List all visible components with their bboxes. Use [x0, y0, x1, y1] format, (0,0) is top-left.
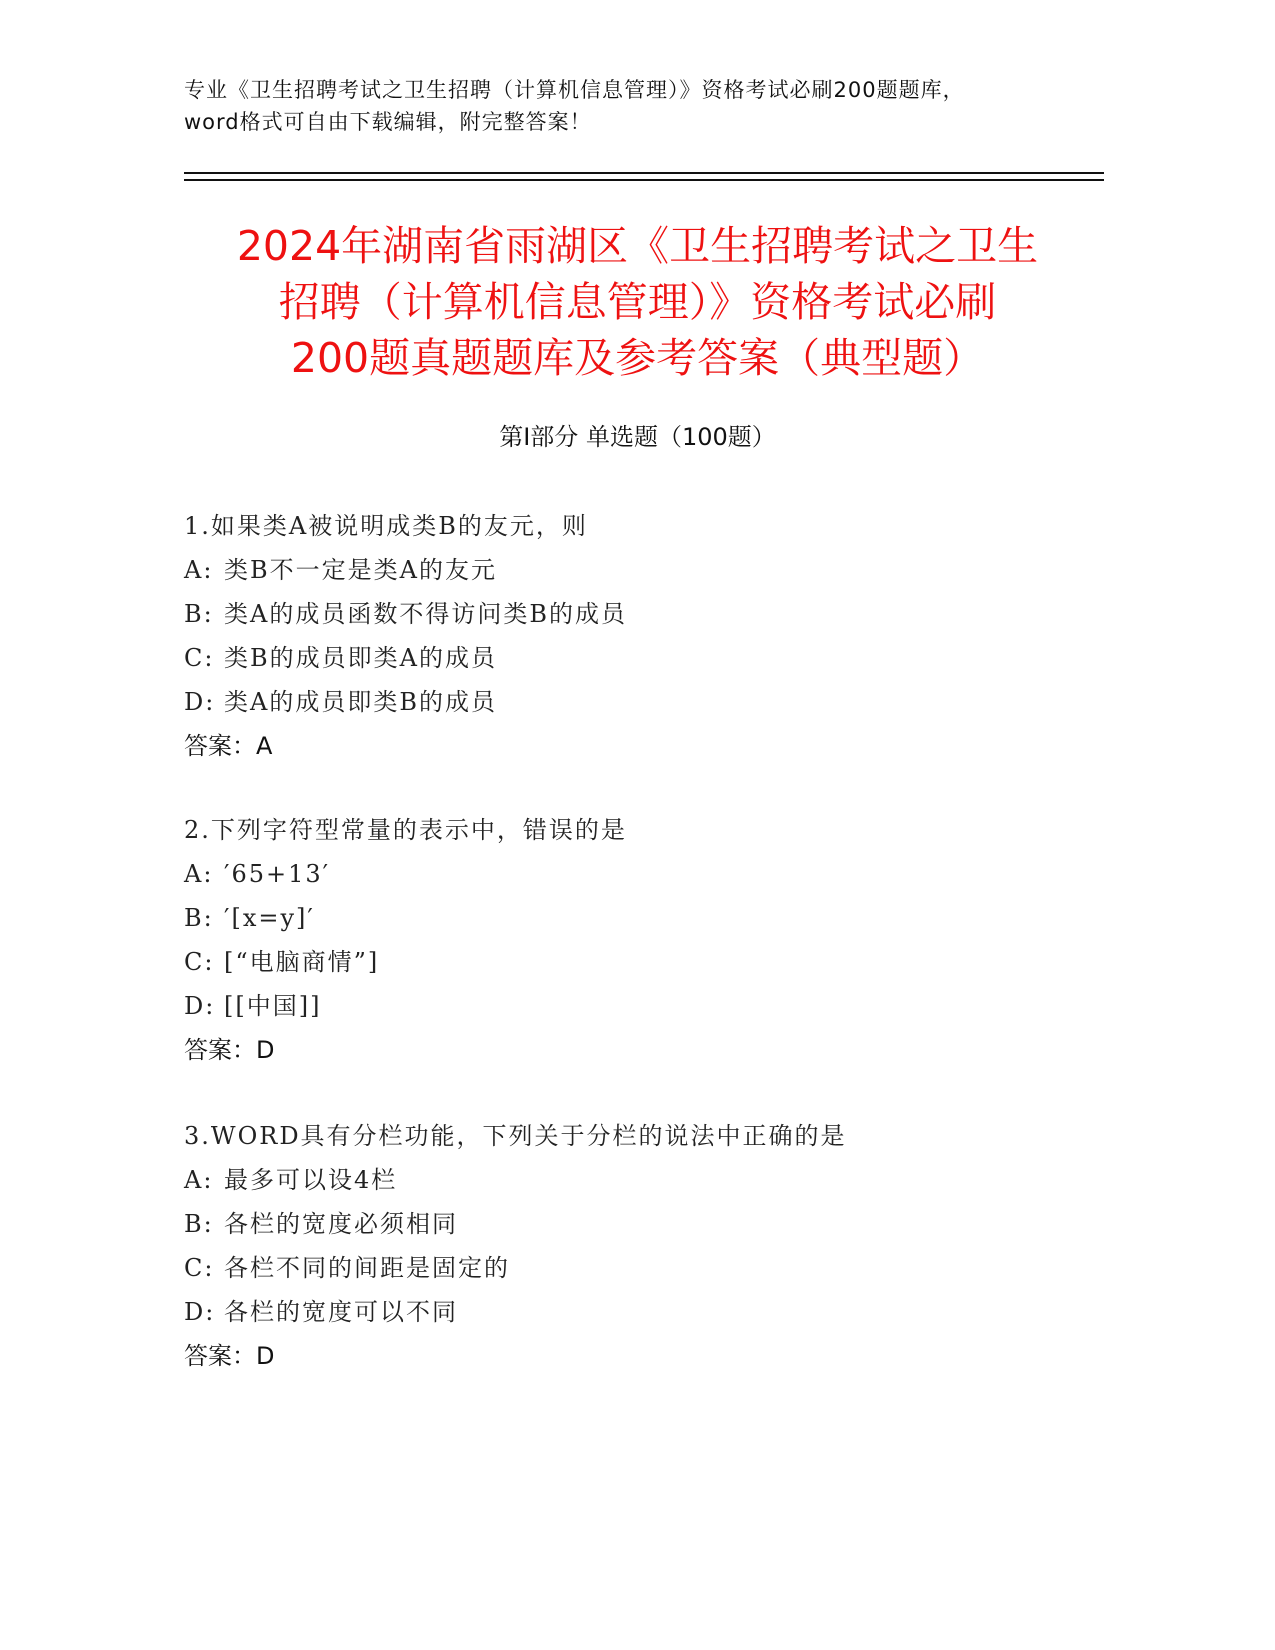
option-b [184, 592, 1084, 636]
option-key: D: [184, 1298, 216, 1326]
document-title [140, 218, 1135, 386]
option-c [184, 940, 1084, 984]
option-text: 各栏不同的间距是固定的 [224, 1254, 510, 1282]
section-heading: 第Ⅰ部分 单选题（100题） [499, 423, 776, 451]
option-key: B: [184, 904, 214, 932]
question-1 [184, 504, 1084, 768]
option-text: 最多可以设4栏 [224, 1166, 398, 1194]
option-d [184, 1290, 1084, 1334]
option-c [184, 1246, 1084, 1290]
option-key: A: [184, 860, 214, 888]
answer-line: 答案：A [184, 732, 273, 760]
option-a [184, 548, 1084, 592]
option-d [184, 680, 1084, 724]
document-title-line-2: 招聘（计算机信息管理）》资格考试必刷 [278, 278, 997, 326]
document-title-line-3: 200题真题题库及参考答案（典型题） [290, 334, 985, 382]
option-b [184, 896, 1084, 940]
header-note [184, 74, 1104, 138]
option-key: C: [184, 948, 215, 976]
option-d [184, 984, 1084, 1028]
option-key: B: [184, 1210, 214, 1238]
option-text: 类B不一定是类A的友元 [224, 556, 497, 584]
header-divider-bottom [184, 179, 1104, 181]
question-stem: 1.如果类A被说明成类B的友元，则 [184, 512, 588, 540]
option-text: ′65+13′ [224, 860, 331, 888]
question-3 [184, 1114, 1084, 1378]
option-a [184, 1158, 1084, 1202]
option-key: A: [184, 556, 214, 584]
option-text: 各栏的宽度可以不同 [224, 1298, 458, 1326]
question-2 [184, 808, 1084, 1072]
option-key: C: [184, 644, 215, 672]
option-key: A: [184, 1166, 214, 1194]
option-text: 各栏的宽度必须相同 [224, 1210, 458, 1238]
option-b [184, 1202, 1084, 1246]
document-title-line-1: 2024年湖南省雨湖区《卫生招聘考试之卫生 [236, 222, 1039, 270]
option-text: 类A的成员即类B的成员 [224, 688, 497, 716]
question-stem: 3.WORD具有分栏功能，下列关于分栏的说法中正确的是 [184, 1122, 847, 1150]
option-text: ′[x=y]′ [224, 904, 315, 932]
answer-line: 答案：D [184, 1036, 275, 1064]
option-text: 类B的成员即类A的成员 [224, 644, 497, 672]
option-text: 类A的成员函数不得访问类B的成员 [224, 600, 627, 628]
option-c [184, 636, 1084, 680]
header-note-line-2: word格式可自由下载编辑，附完整答案！ [184, 110, 592, 134]
option-a [184, 852, 1084, 896]
option-key: C: [184, 1254, 215, 1282]
question-stem: 2.下列字符型常量的表示中，错误的是 [184, 816, 627, 844]
option-key: D: [184, 992, 216, 1020]
option-key: D: [184, 688, 216, 716]
option-text: [[中国]] [224, 992, 322, 1020]
option-text: [“电脑商情”] [224, 948, 380, 976]
header-divider-top [184, 172, 1104, 174]
answer-line: 答案：D [184, 1342, 275, 1370]
header-note-line-1: 专业《卫生招聘考试之卫生招聘（计算机信息管理）》资格考试必刷200题题库， [184, 78, 965, 102]
option-key: B: [184, 600, 214, 628]
